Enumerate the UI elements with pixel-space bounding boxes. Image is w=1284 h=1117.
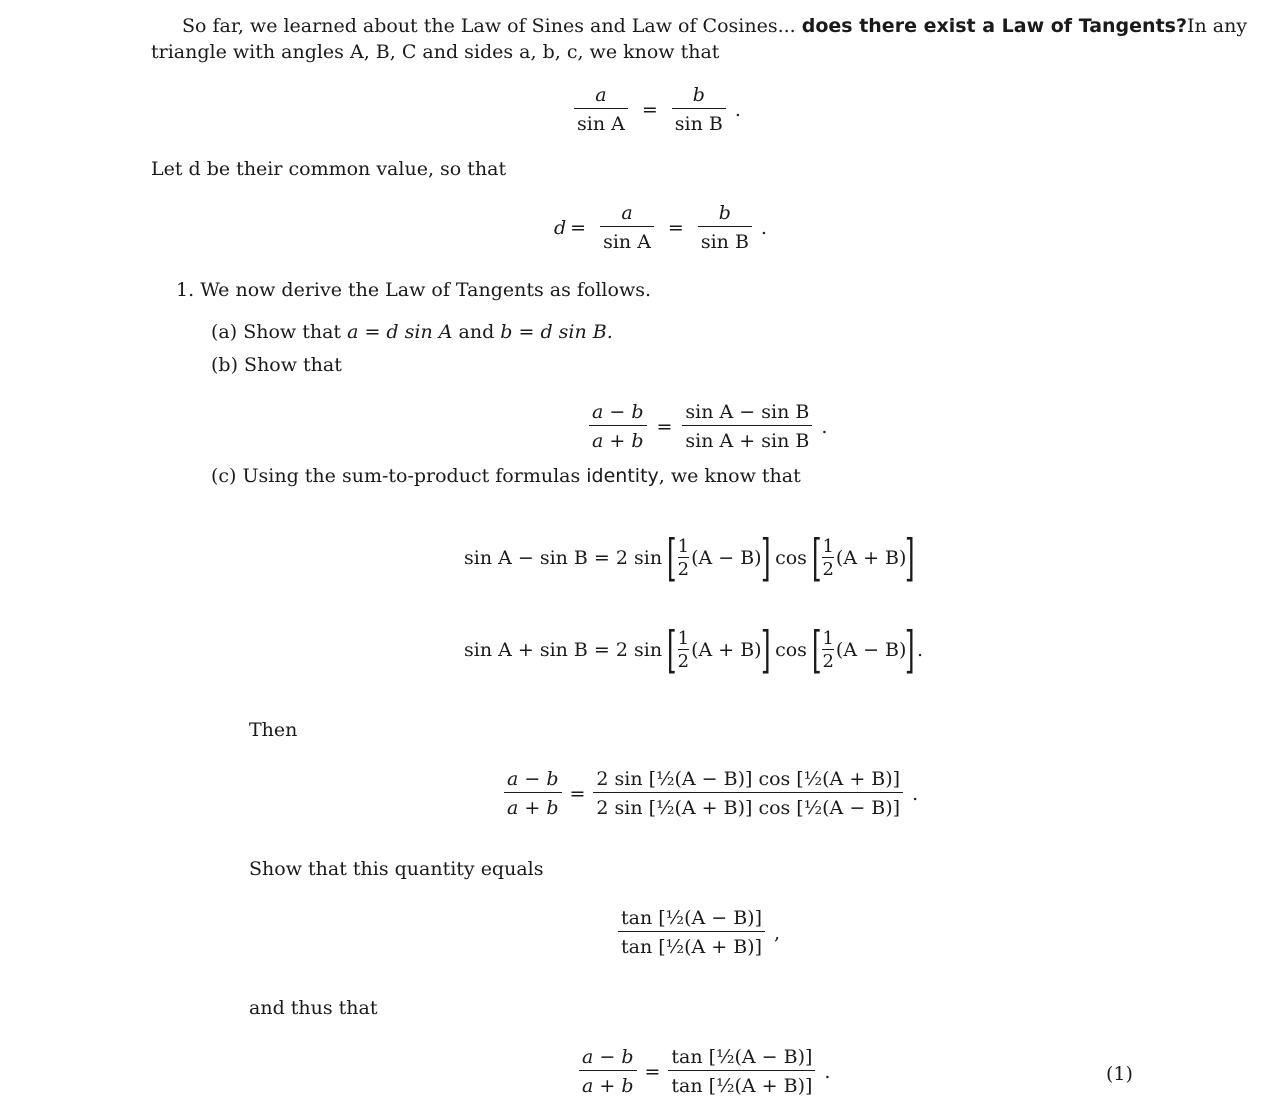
- part-c: [211, 465, 801, 487]
- intro-lead: So far, we learned about the Law of Sines and Law of Cosines...: [182, 15, 796, 37]
- eq3-lhs-den: a + b: [589, 425, 647, 452]
- eq1-rhs-den: sin B: [672, 108, 726, 135]
- equation-law-of-tangents: $\frac{a - b}{a + b}$ = $\frac{\text{tan [½(A − B)]}}{\text{tan [½(A + B)]}}$ .: [573, 1046, 830, 1097]
- eq3-lhs: [589, 401, 647, 452]
- eq1-rhs-num: b: [692, 84, 705, 106]
- eq8-num: tan [½(A − B)]: [671, 1046, 813, 1068]
- part-b: [211, 354, 342, 376]
- intro-question: does there exist a Law of Tangents?: [801, 15, 1187, 37]
- part-b-label: (b): [211, 354, 238, 376]
- equation-ratio-sines: $\frac{a - b}{a + b}$ = $\frac{\text{sin A − sin B}}{\text{sin A + sin B}}$ .: [583, 401, 827, 452]
- part-c-suffix: , we know that: [658, 465, 801, 487]
- eq4-inner2: (A + B): [835, 547, 907, 569]
- eq2-fraction-b: [698, 202, 752, 253]
- let-d-text: Let d be their common value, so that: [151, 158, 507, 180]
- eq2-rhs-den: sin B: [698, 226, 752, 253]
- eq7-fraction: [618, 907, 765, 958]
- eq6-rhs: [593, 768, 903, 819]
- eq8-rhs: [668, 1046, 815, 1097]
- eq8-den: tan [½(A + B)]: [668, 1070, 815, 1097]
- equals-sign: =: [641, 98, 658, 121]
- equation-sum-to-product-2: sin A + sin B = 2 sin [ 1 2 (A + B) ] cos [ 1 2 (A − B) ] .: [464, 621, 923, 679]
- part-a-eq-b: b = d sin B.: [500, 321, 613, 343]
- eq6-num: 2 sin [½(A − B)] cos [½(A + B)]: [596, 768, 901, 790]
- fraction-b-sinB: [672, 84, 726, 135]
- part-a: [211, 321, 613, 343]
- part-a-label: (a): [211, 321, 238, 343]
- eq1-lhs-num: a: [595, 84, 607, 106]
- part-a-and: and: [458, 321, 495, 343]
- eq2-lhs-den: sin A: [600, 226, 654, 253]
- eq3-rhs: [682, 401, 812, 452]
- eq7-num: tan [½(A − B)]: [621, 907, 762, 929]
- show-equals-text: Show that this quantity equals: [249, 858, 544, 880]
- eq3-lhs-num: a − b: [592, 401, 644, 423]
- item-number: 1.: [176, 279, 195, 301]
- eq8-lhs-den: a + b: [579, 1070, 637, 1097]
- part-c-label: (c): [211, 465, 237, 487]
- eq5-cos: cos: [775, 639, 807, 661]
- eq5-inner1: (A + B): [691, 639, 762, 661]
- equation-tan-ratio: $\frac{\text{tan [½(A − B)]}}{\text{tan [½(A + B)]}}$ ,: [612, 907, 780, 958]
- part-a-text: Show that: [243, 321, 342, 343]
- eq6-lhs: [504, 768, 562, 819]
- eq2-d: d: [554, 216, 567, 239]
- eq2-rhs-num: b: [718, 202, 731, 224]
- item-text: We now derive the Law of Tangents as follows.: [200, 279, 651, 301]
- fraction-a-sinA: [574, 84, 628, 135]
- part-a-eq-a: a = d sin A: [347, 321, 453, 343]
- equation-d-definition: d = $\frac{a}{\text{sin A}}$ = $\frac{b}{\text{sin B}}$ .: [554, 202, 767, 253]
- eq7-den: tan [½(A + B)]: [618, 931, 765, 958]
- equation-number: (1): [1106, 1063, 1133, 1085]
- eq4-lhs: sin A − sin B = 2 sin: [464, 547, 663, 569]
- part-b-text: Show that: [244, 354, 342, 376]
- eq2-fraction-a: [600, 202, 654, 253]
- eq8-lhs-num: a − b: [582, 1046, 634, 1068]
- eq2-lhs-num: a: [621, 202, 633, 224]
- eq4-inner1: (A − B): [691, 547, 762, 569]
- equation-law-of-sines: $\frac{a}{\text{sin A}}$ = $\frac{b}{\text{sin B}}$ .: [568, 84, 741, 135]
- equation-ratio-expanded: $\frac{a - b}{a + b}$ = $\frac{\text{2 sin [½(A − B)] cos [½(A + B)]}}{\text{2 sin [½(A + B)] cos [½(A − B)]}}$ .: [498, 768, 918, 819]
- eq3-rhs-num: sin A − sin B: [685, 401, 810, 423]
- eq5-inner2: (A − B): [835, 639, 907, 661]
- eq5-lhs: sin A + sin B = 2 sin: [464, 639, 663, 661]
- intro-line-1: [182, 15, 1247, 37]
- intro-tail: In any: [1186, 15, 1248, 37]
- thus-text: and thus that: [249, 997, 378, 1019]
- intro-line-2: triangle with angles A, B, C and sides a, b, c, we know that: [151, 41, 720, 63]
- eq6-lhs-den: a + b: [504, 792, 562, 819]
- part-c-identity: identity: [586, 465, 659, 487]
- equation-sum-to-product-1: sin A − sin B = 2 sin [ 1 2 (A − B) ] cos [ 1 2 (A + B) ]: [464, 529, 916, 587]
- list-item-1: [176, 279, 651, 301]
- eq4-cos: cos: [775, 547, 807, 569]
- eq1-lhs-den: sin A: [574, 108, 628, 135]
- eq6-lhs-num: a − b: [507, 768, 559, 790]
- part-c-text: Using the sum-to-product formulas: [242, 465, 581, 487]
- then-text: Then: [249, 719, 298, 741]
- eq6-den: 2 sin [½(A + B)] cos [½(A − B)]: [593, 792, 903, 819]
- eq3-rhs-den: sin A + sin B: [682, 425, 812, 452]
- eq8-lhs: [579, 1046, 637, 1097]
